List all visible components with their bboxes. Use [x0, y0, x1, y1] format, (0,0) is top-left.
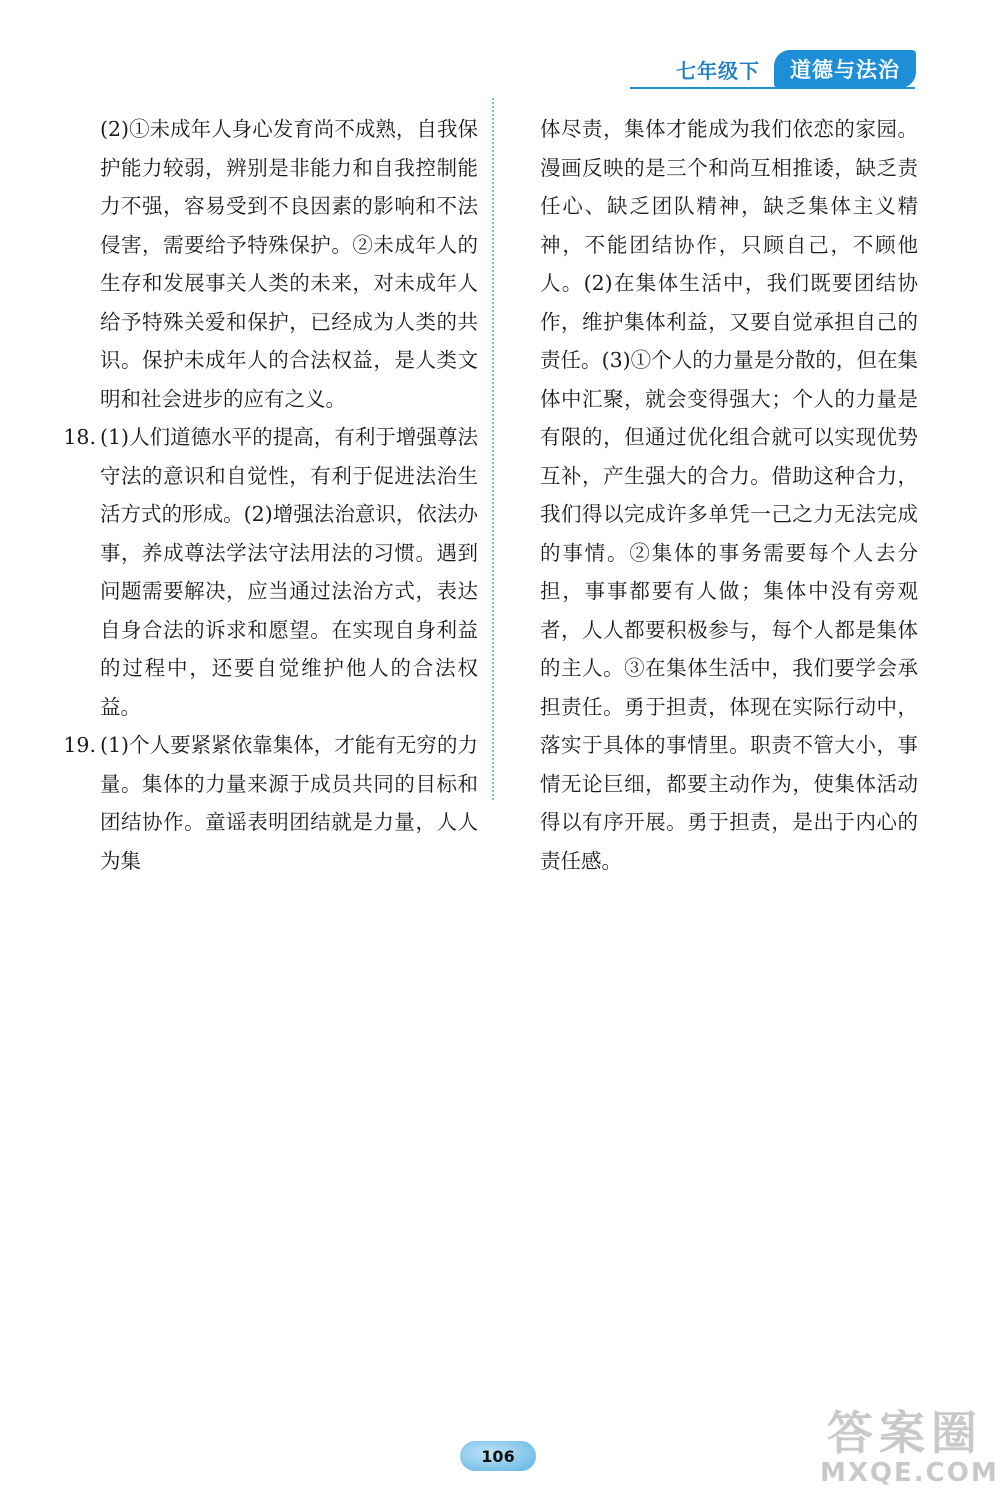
answer-19-continued-text: 体尽责，集体才能成为我们依恋的家园。漫画反映的是三个和尚互相推诿，缺乏责任心、缺乏团队精神，缺乏集体主义精神，不能团结协作，只顾自己，不顾他人。(2)在集体生活中，我们既要团结协作，维护集体利益，又要自觉承担自己的责任。(3)①个人的力量是分散的，但在集体中汇聚，就会变得强大；个人的力量是有限的，但通过优化组合就可以实现优势互补，产生强大的合力。借助这种合力，我们得以完成许多单凭一己之力无法完成的事情。②集体的事务需要每个人去分担，事事都要有人做；集体中没有旁观者，人人都要积极参与，每个人都是集体的主人。③在集体生活中，我们要学会承担责任。勇于担责，体现在实际行动中，落实于具体的事情里。职责不管大小，事情无论巨细，都要主动作为，使集体活动得以有序开展。勇于担责，是出于内心的责任感。 [540, 117, 918, 873]
watermark-title: 答案圈 [827, 1406, 983, 1460]
grade-label: 七年级下 [676, 58, 760, 83]
page-number: 106 [460, 1441, 536, 1471]
answer-18-number: 18. [63, 425, 96, 449]
answer-17-part2-text: (2)①未成年人身心发育尚不成熟，自我保护能力较弱，辨别是非能力和自我控制能力不强，容易受到不良因素的影响和不法侵害，需要给予特殊保护。②未成年人的生存和发展事关人类的未来，对未成年人给予特殊关爱和保护，已经成为人类的共识。保护未成年人的合法权益，是人类文明和社会进步的应有之义。 [100, 117, 478, 411]
watermark-url: MXQE.COM [820, 1458, 999, 1488]
answer-17-part2 [100, 110, 478, 418]
column-divider [492, 98, 494, 800]
page-header [676, 50, 916, 88]
header-rule [630, 87, 915, 89]
answer-18-text: (1)人们道德水平的提高，有利于增强尊法守法的意识和自觉性，有利于促进法治生活方式的形成。(2)增强法治意识，依法办事，养成尊法学法守法用法的习惯。遇到问题需要解决，应当通过法治方式，表达自身合法的诉求和愿望。在实现自身利益的过程中，还要自觉维护他人的合法权益。 [100, 425, 478, 719]
subject-badge: 道德与法治 [774, 50, 916, 88]
answer-19-continued [540, 110, 918, 880]
answer-19 [63, 726, 478, 880]
answer-18 [63, 418, 478, 726]
right-column [540, 110, 918, 880]
answer-19-number: 19. [63, 733, 96, 757]
left-column [63, 110, 478, 880]
answer-19-text: (1)个人要紧紧依靠集体，才能有无穷的力量。集体的力量来源于成员共同的目标和团结协作。童谣表明团结就是力量，人人为集 [100, 733, 478, 873]
watermark-logo [820, 1406, 999, 1488]
